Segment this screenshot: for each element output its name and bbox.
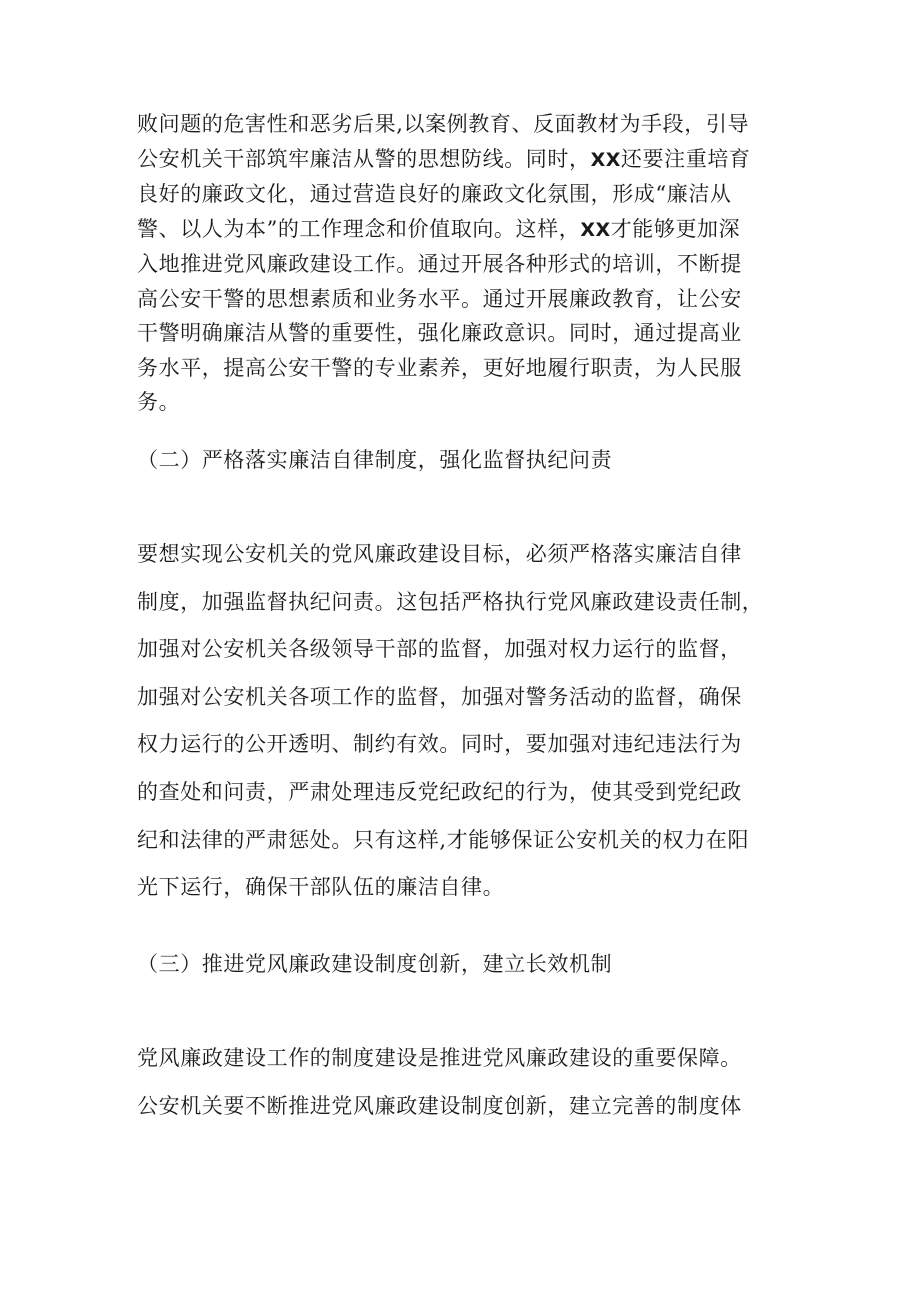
paragraph-3	[137, 1035, 797, 1130]
paragraph-text: 警、以人为本”的工作理念和价值取向。这样，	[137, 216, 581, 241]
paragraph-line: 高公安干警的思想素质和业务水平。通过开展廉政教育，让公安	[137, 286, 742, 311]
paragraph-text: 公安机关干部筑牢廉洁从警的思想防线。同时，	[137, 146, 591, 171]
paragraph-line: 的查处和问责，严肃处理违反党纪政纪的行为，使其受到党纪政	[137, 779, 742, 804]
paragraph-1	[137, 107, 797, 420]
section-heading-2	[137, 443, 797, 477]
paragraph-line: 权力运行的公开透明、制约有效。同时，要加强对违纪违法行为	[137, 732, 742, 757]
paragraph-line: 干警明确廉洁从警的重要性，强化廉政意识。同时，通过提高业	[137, 321, 742, 345]
section-heading-3	[137, 947, 797, 981]
paragraph-line: 良好的廉政文化，通过营造良好的廉政文化氛围，形成“廉洁从	[137, 182, 732, 206]
paragraph-line: 入地推进党风廉政建设工作。通过开展各种形式的培训，不断提	[137, 252, 742, 276]
placeholder-text: XX	[590, 148, 621, 171]
paragraph-line: 要想实现公安机关的党风廉政建设目标，必须严格落实廉洁自律	[137, 542, 742, 566]
placeholder-text: XX	[580, 218, 611, 241]
paragraph-line: 党风廉政建设工作的制度建设是推进党风廉政建设的重要保障。	[137, 1046, 742, 1070]
paragraph-line: 光下运行，确保干部队伍的廉洁自律。	[137, 875, 505, 900]
paragraph-line: 制度，加强监督执纪问责。这包括严格执行党风廉政建设责任制，	[137, 589, 764, 614]
paragraph-line: 纪和法律的严肃惩处。只有这样,才能够保证公安机关的权力在阳	[137, 827, 750, 852]
paragraph-line: 加强对公安机关各级领导干部的监督，加强对权力运行的监督，	[137, 637, 742, 662]
paragraph-text: 还要注重培育	[620, 146, 751, 171]
paragraph-line: 加强对公安机关各项工作的监督，加强对警务活动的监督，确保	[137, 684, 742, 709]
paragraph-line: 败问题的危害性和恶劣后果,以案例教育、反面教材为手段，引导	[137, 112, 750, 136]
paragraph-line: 务水平，提高公安干警的专业素养，更好地履行职责，为人民服	[137, 355, 742, 380]
paragraph-line	[137, 142, 797, 178]
paragraph-text: 才能够更加深	[610, 216, 741, 241]
paragraph-line	[137, 212, 797, 248]
paragraph-line: 公安机关要不断推进党风廉政建设制度创新，建立完善的制度体	[137, 1093, 742, 1118]
heading-text: （二）严格落实廉洁自律制度，强化监督执纪问责	[137, 448, 613, 472]
paragraph-2	[137, 531, 797, 912]
paragraph-line: 务。	[137, 390, 181, 414]
heading-text: （三）推进党风廉政建设制度创新，建立长效机制	[137, 952, 613, 976]
